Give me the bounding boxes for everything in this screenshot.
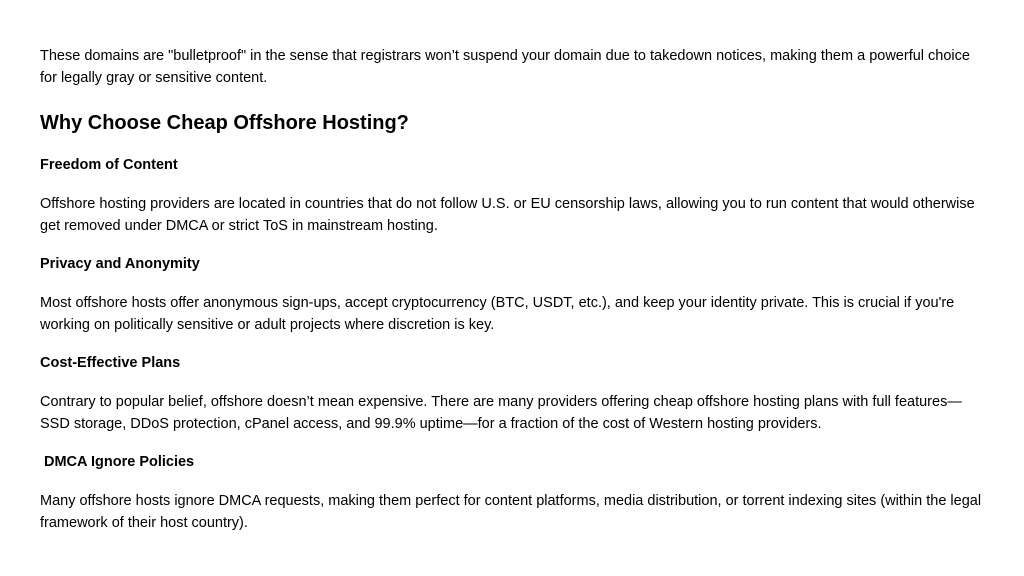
paragraph-dmca-ignore-policies: Many offshore hosts ignore DMCA requests, making them perfect for content platforms, media distribution, or torrent indexing sites (within the legal framework of their host country). — [40, 493, 982, 531]
subheading-freedom-of-content: Freedom of Content — [40, 157, 178, 173]
paragraph-cost-effective-plans: Contrary to popular belief, offshore doesn’t mean expensive. There are many providers offering cheap offshore hosting plans with full features—SSD storage, DDoS protection, cPanel access, and 99.9% uptime—for a fraction of the cost of Western hosting providers. — [40, 394, 962, 432]
paragraph-freedom-of-content: Offshore hosting providers are located in countries that do not follow U.S. or EU censorship laws, allowing you to run content that would otherwise get removed under DMCA or strict ToS in mainstream hosting. — [40, 196, 975, 234]
subheading-dmca-ignore-policies: DMCA Ignore Policies — [44, 454, 195, 470]
section-title: Why Choose Cheap Offshore Hosting? — [40, 112, 409, 134]
intro-paragraph: These domains are "bulletproof" in the sense that registrars won’t suspend your domain due to takedown notices, making them a powerful choice for legally gray or sensitive content. — [40, 48, 970, 86]
subheading-cost-effective-plans: Cost-Effective Plans — [40, 355, 181, 371]
subheading-privacy-and-anonymity: Privacy and Anonymity — [40, 256, 200, 272]
paragraph-privacy-and-anonymity: Most offshore hosts offer anonymous sign-ups, accept cryptocurrency (BTC, USDT, etc.), and keep your identity private. This is crucial if you're working on politically sensitive or adult projects where discretion is key. — [40, 295, 955, 333]
